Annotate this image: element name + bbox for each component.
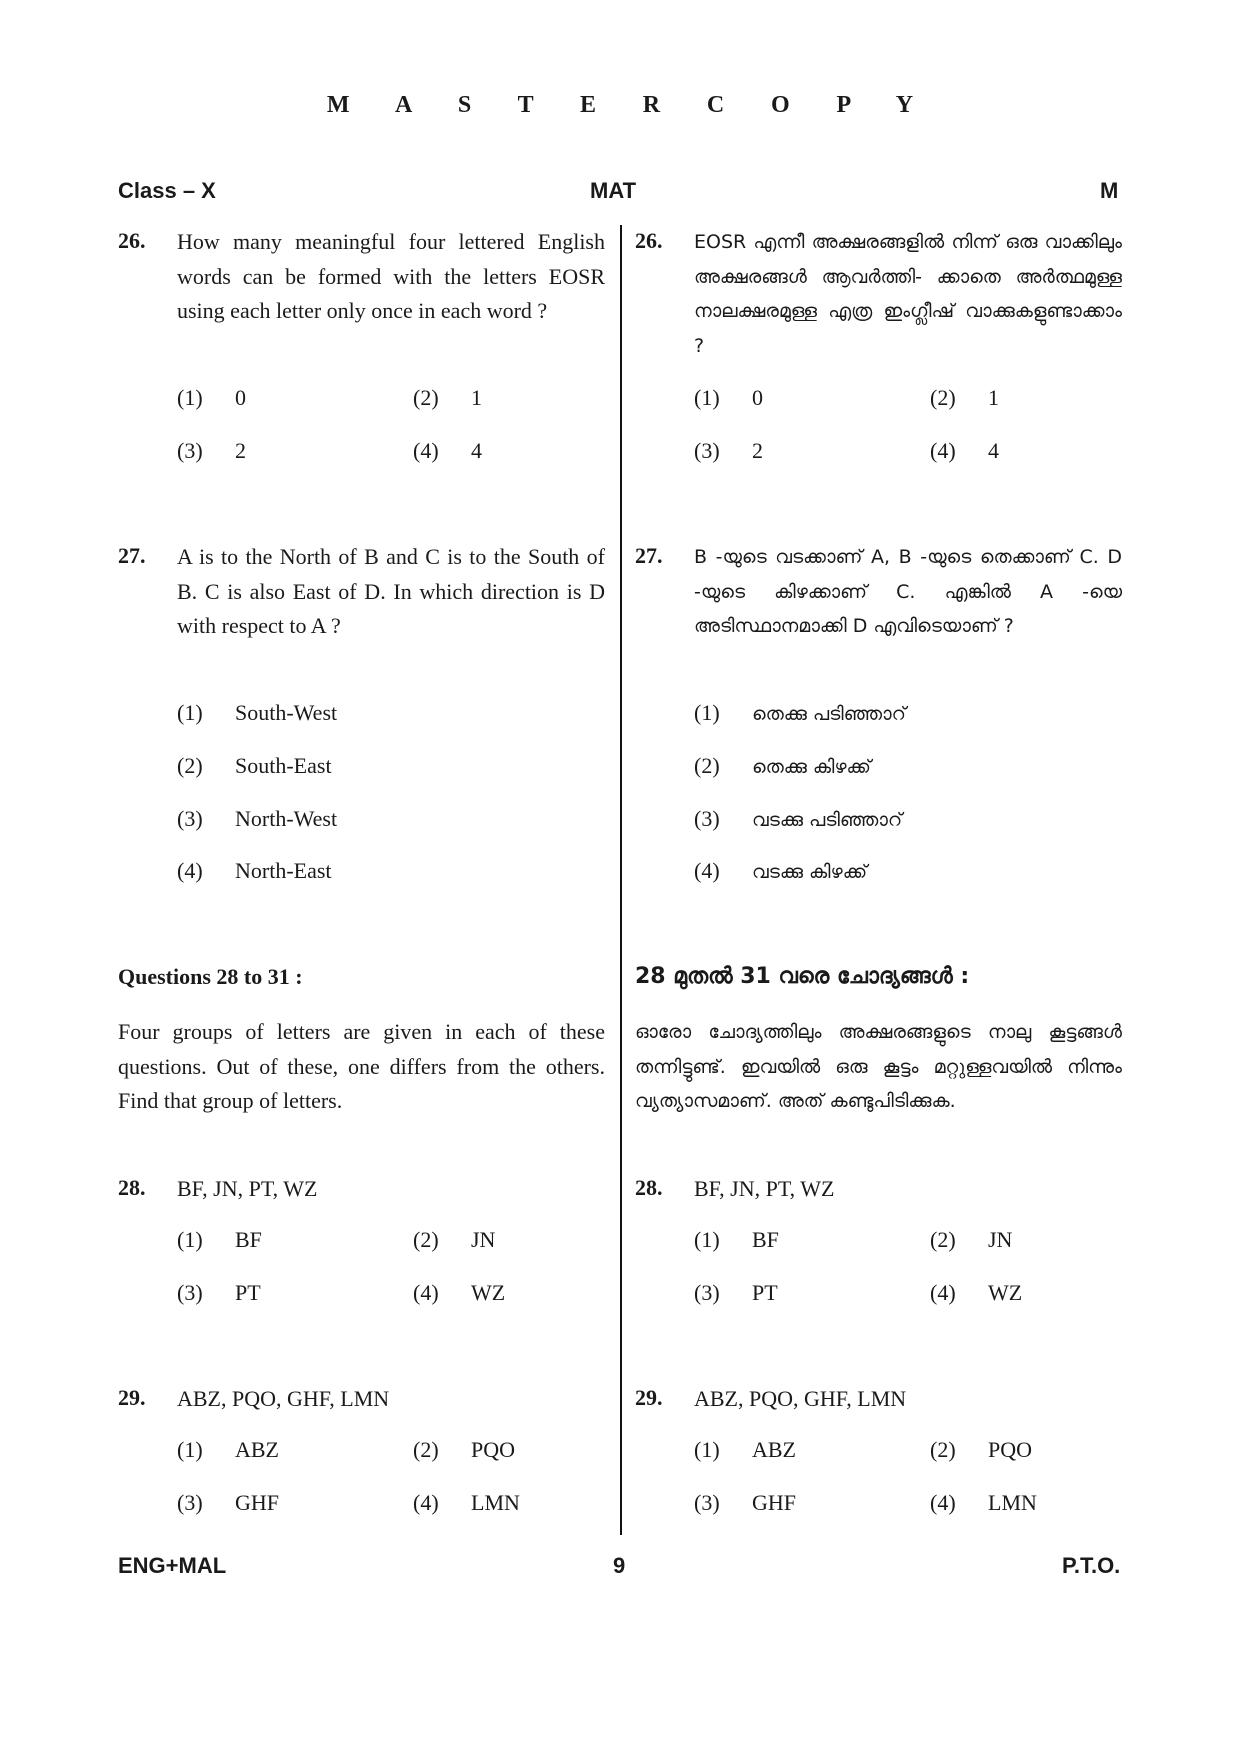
header-version: M (1100, 178, 1119, 203)
option-2: (2) 1 (413, 385, 482, 410)
option-4: (4) WZ (413, 1280, 506, 1305)
question-number: 28. (118, 1175, 146, 1200)
question-number: 26. (635, 228, 663, 253)
question-text: BF, JN, PT, WZ (177, 1176, 318, 1201)
option-3: (3) GHF (177, 1490, 280, 1515)
option-2: (2) PQO (413, 1437, 516, 1462)
option-4: (4) North-East (177, 858, 332, 883)
question-text: How many meaningful four lettered English words can be formed with the letters EOSR using each letter only once in each word ? (177, 229, 605, 323)
option-3: (3) PT (177, 1280, 261, 1305)
option-1: (1) South-West (177, 700, 338, 725)
option-4: (4) 4 (413, 438, 482, 463)
option-2: (2) JN (930, 1227, 1013, 1252)
option-4: (4) 4 (930, 438, 999, 463)
question-number: 27. (635, 543, 663, 568)
question-text: ABZ, PQO, GHF, LMN (177, 1386, 390, 1411)
section-instructions: Four groups of letters are given in each of these questions. Out of these, one differs from the others. Find that group of letters. (118, 1019, 605, 1113)
question-text: ABZ, PQO, GHF, LMN (694, 1386, 907, 1411)
section-title: 28 മുതൽ 31 വരെ ചോദ്യങ്ങൾ : (635, 964, 970, 989)
option-1: (1) 0 (694, 385, 763, 410)
question-text: A is to the North of B and C is to the South of B. C is also East of D. In which direction is D with respect to A ? (177, 544, 605, 638)
option-3: (3) PT (694, 1280, 778, 1305)
option-3: (3) 2 (177, 438, 246, 463)
header-subject: MAT (590, 178, 637, 203)
option-2: (2) JN (413, 1227, 496, 1252)
option-4: (4) വടക്കു കിഴക്ക് (694, 858, 868, 883)
option-3: (3) 2 (694, 438, 763, 463)
option-4: (4) LMN (930, 1490, 1037, 1515)
question-text: EOSR എന്നീ അക്ഷരങ്ങളിൽ നിന്ന് ഒരു വാക്കിലും അക്ഷരങ്ങൾ ആവർത്തി- ക്കാതെ അർത്ഥമുള്ള നാലക്ഷരമുള്ള എത്ര ഇംഗ്ലീഷ് വാക്കുകളുണ്ടാക്കാം ? (694, 231, 1122, 357)
option-2: (2) PQO (930, 1437, 1033, 1462)
option-1: (1) 0 (177, 385, 246, 410)
question-number: 27. (118, 543, 146, 568)
page-number: 9 (613, 1553, 626, 1578)
option-3: (3) GHF (694, 1490, 797, 1515)
option-1: (1) ABZ (694, 1437, 796, 1462)
option-1: (1) തെക്കു പടിഞ്ഞാറ് (694, 700, 906, 725)
option-1: (1) BF (177, 1227, 262, 1252)
question-number: 29. (118, 1385, 146, 1410)
section-instructions: ഓരോ ചോദ്യത്തിലും അക്ഷരങ്ങളുടെ നാലു കൂട്ടങ്ങൾ തന്നിട്ടുണ്ട്. ഇവയിൽ ഒരു കൂട്ടം മറ്റുള്ളവയിൽ നിന്നും വ്യത്യാസമാണ്. അത് കണ്ടുപിടിക്കുക. (635, 1021, 1122, 1112)
option-1: (1) BF (694, 1227, 779, 1252)
master-copy-title: M A S T E R C O P Y (326, 92, 934, 118)
option-3: (3) വടക്കു പടിഞ്ഞാറ് (694, 806, 903, 831)
pto-label: P.T.O. (1062, 1553, 1121, 1578)
question-number: 29. (635, 1385, 663, 1410)
option-3: (3) North-West (177, 806, 338, 831)
section-title: Questions 28 to 31 : (118, 964, 303, 989)
option-4: (4) LMN (413, 1490, 520, 1515)
option-1: (1) ABZ (177, 1437, 279, 1462)
option-2: (2) 1 (930, 385, 999, 410)
header-class: Class – X (118, 178, 216, 203)
footer-language: ENG+MAL (118, 1553, 227, 1578)
option-2: (2) തെക്കു കിഴക്ക് (694, 753, 871, 778)
question-text: B -യുടെ വടക്കാണ് A, B -യുടെ തെക്കാണ് C. D -യുടെ കിഴക്കാണ് C. എങ്കിൽ A -യെ അടിസ്ഥാനമാക്കി D എവിടെയാണ് ? (694, 546, 1122, 637)
question-number: 28. (635, 1175, 663, 1200)
question-number: 26. (118, 228, 146, 253)
question-text: BF, JN, PT, WZ (694, 1176, 835, 1201)
column-divider (620, 225, 622, 1535)
option-4: (4) WZ (930, 1280, 1023, 1305)
option-2: (2) South-East (177, 753, 332, 778)
